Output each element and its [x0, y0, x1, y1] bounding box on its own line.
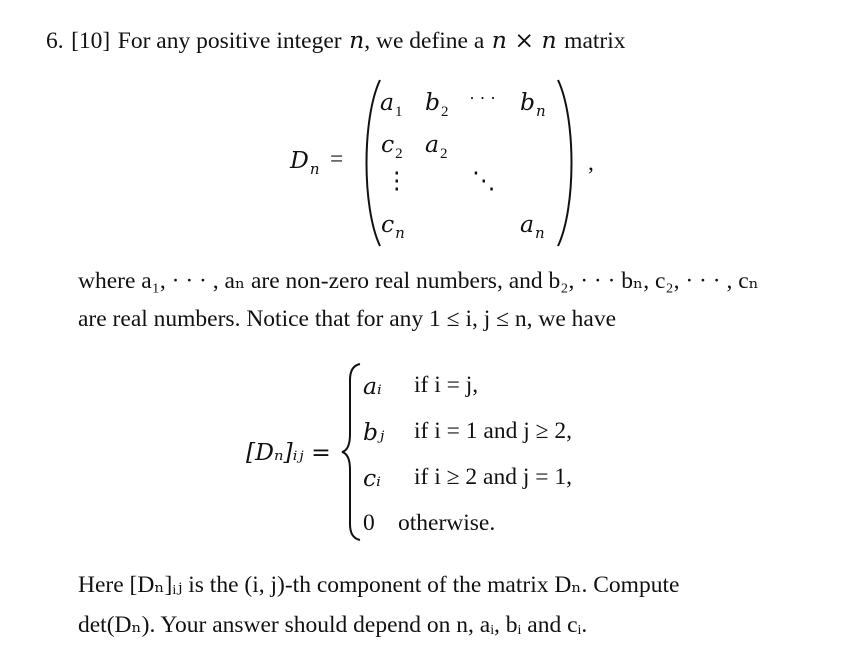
entry-cn: $c_n$	[381, 210, 405, 242]
intro-end: matrix	[564, 28, 626, 54]
case-value-3: 0	[363, 510, 375, 536]
case-cond-3: otherwise.	[398, 510, 496, 536]
entry-hdots: · · ·	[469, 88, 496, 108]
intro-mid: , we define a	[364, 28, 485, 54]
case-cond-1: if i = 1 and j ≥ 2,	[414, 418, 572, 444]
problem-number: 6.	[46, 28, 64, 54]
case-value-1: bⱼ	[363, 418, 385, 446]
entry-vdots: ⋮	[385, 168, 409, 194]
left-brace-icon	[340, 362, 364, 542]
case-value-0: aᵢ	[363, 372, 382, 400]
entry-ddots: ⋱	[472, 168, 496, 194]
problem-points: [10]	[71, 28, 111, 54]
entry-b2: $b_2$	[425, 88, 449, 120]
text1-line2: are real numbers. Notice that for any 1 ≤ i, j ≤ n, we have	[78, 306, 617, 332]
matrix-comma: ,	[588, 150, 594, 176]
text2-line1: Here [Dₙ]ᵢⱼ is the (i, j)-th component of the matrix Dₙ. Compute	[78, 572, 680, 598]
left-paren-icon	[360, 78, 382, 248]
case-value-2: cᵢ	[363, 464, 381, 492]
intro-nxn: n × n	[491, 26, 557, 54]
matrix-equals: =	[330, 146, 344, 172]
case-cond-2: if i ≥ 2 and j = 1,	[414, 464, 572, 490]
entry-bn: $b_n$	[520, 88, 546, 120]
intro-n: n	[349, 26, 365, 54]
entry-a1: $a_1$	[380, 88, 403, 120]
entry-a2: $a_2$	[425, 130, 448, 162]
entry-c2: $c_2$	[381, 130, 403, 162]
text2-line2: det(Dₙ). Your answer should depend on n, aᵢ, bᵢ and cᵢ.	[78, 612, 588, 638]
text1-line1: where a₁, · · · , aₙ are non-zero real numbers, and b₂, · · · bₙ, c₂, · · · , cₙ	[78, 268, 759, 294]
problem-statement-line	[46, 26, 626, 55]
matrix-lhs: $D_n$	[290, 146, 320, 178]
cases-lhs: [Dₙ]ᵢⱼ =	[246, 438, 331, 466]
entry-an: $a_n$	[520, 210, 545, 242]
right-paren-icon	[556, 78, 578, 248]
intro-text: For any positive integer	[117, 28, 342, 54]
case-cond-0: if i = j,	[414, 372, 479, 398]
